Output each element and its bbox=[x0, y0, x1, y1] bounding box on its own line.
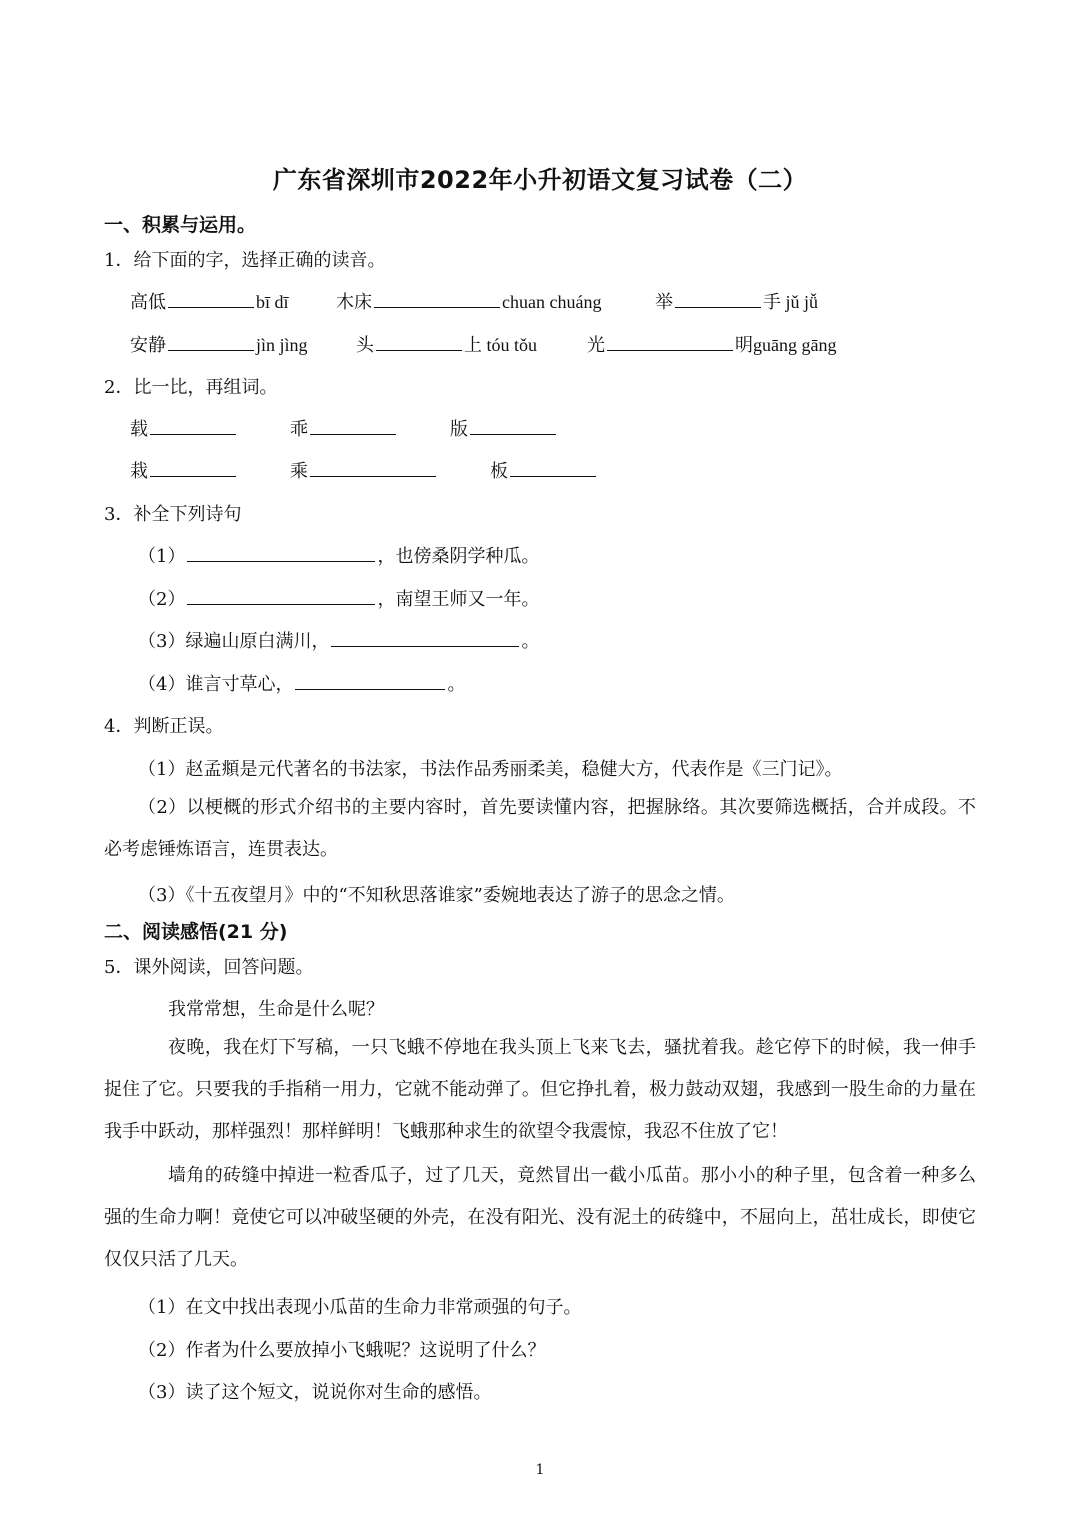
q3-item-1-num: （1） bbox=[138, 546, 186, 567]
passage-paragraph-2: 夜晚，我在灯下写稿，一只飞蛾不停地在我头顶上飞来飞去，骚扰着我。趁它停下的时候，我一伸手捉住了它。只要我的手指稍一用力，它就不能动弹了。但它挣扎着，极力鼓动双翅，我感到一股生命的力量在我手中跃动，那样强烈！那样鲜明！飞蛾那种求生的欲望令我震惊，我忍不住放了它！ bbox=[104, 1037, 976, 1142]
answer-blank[interactable] bbox=[331, 628, 519, 647]
q2-char-3: 版 bbox=[450, 419, 468, 440]
q1-item-1-pre: 高低 bbox=[130, 292, 166, 313]
q3-item-3 bbox=[138, 627, 539, 653]
q3-item-4-end: 。 bbox=[447, 674, 466, 695]
q1-item-5-post: 上 tóu tǒu bbox=[464, 335, 538, 355]
q3-item-3-num: （3） bbox=[138, 631, 186, 652]
q5-sub-1: （1）在文中找出表现小瓜苗的生命力非常顽强的句子。 bbox=[138, 1297, 582, 1318]
answer-blank[interactable] bbox=[187, 586, 375, 605]
answer-blank[interactable] bbox=[675, 289, 761, 308]
page-title: 广东省深圳市2022年小升初语文复习试卷（二） bbox=[272, 166, 808, 194]
q1-item-5 bbox=[356, 331, 537, 357]
q1-item-4 bbox=[130, 331, 308, 357]
q3-item-2 bbox=[138, 585, 539, 611]
q3-item-2-num: （2） bbox=[138, 589, 186, 610]
section-heading-1: 一、积累与运用。 bbox=[104, 214, 257, 236]
passage-paragraph-3: 墙角的砖缝中掉进一粒香瓜子，过了几天，竟然冒出一截小瓜苗。那小小的种子里，包含着一种多么强的生命力啊！竟使它可以冲破坚硬的外壳，在没有阳光、没有泥土的砖缝中，不屈向上，茁壮成长，即使它仅仅只活了几天。 bbox=[104, 1165, 976, 1270]
answer-blank[interactable] bbox=[470, 416, 556, 435]
answer-blank[interactable] bbox=[310, 416, 396, 435]
q3-item-4-num: （4） bbox=[138, 674, 186, 695]
q2-item-5 bbox=[290, 457, 438, 483]
q1-item-3 bbox=[655, 288, 818, 314]
q2-item-2 bbox=[290, 415, 398, 441]
section-heading-2: 二、阅读感悟(21 分) bbox=[104, 921, 288, 943]
q4-item-2: （2）以梗概的形式介绍书的主要内容时，首先要读懂内容，把握脉络。其次要筛选概括，合并成段。不必考虑锤炼语言，连贯表达。 bbox=[104, 797, 976, 860]
q5-sub-3: （3）读了这个短文，说说你对生命的感悟。 bbox=[138, 1382, 492, 1403]
q3-item-4 bbox=[138, 670, 465, 696]
q2-item-6 bbox=[490, 457, 598, 483]
q1-item-1 bbox=[130, 288, 289, 314]
q2-char-4: 栽 bbox=[130, 461, 148, 482]
question-5-stem: 5．课外阅读，回答问题。 bbox=[104, 957, 314, 978]
q4-item-3: （3）《十五夜望月》中的“不知秋思落谁家”委婉地表达了游子的思念之情。 bbox=[138, 885, 735, 906]
q3-item-1 bbox=[138, 542, 539, 568]
q1-item-1-post: bī dī bbox=[256, 292, 289, 312]
passage-paragraph-1: 我常常想，生命是什么呢？ bbox=[168, 999, 384, 1020]
question-3-stem: 3．补全下列诗句 bbox=[104, 504, 242, 525]
q1-item-2-pre: 木床 bbox=[336, 292, 372, 313]
answer-blank[interactable] bbox=[168, 332, 254, 351]
q1-item-4-post: jìn jìng bbox=[256, 335, 308, 355]
q1-item-6 bbox=[587, 331, 836, 357]
q1-item-2-post: chuan chuáng bbox=[502, 292, 602, 312]
q2-char-5: 乘 bbox=[290, 461, 308, 482]
q2-item-3 bbox=[450, 415, 558, 441]
q2-char-1: 载 bbox=[130, 419, 148, 440]
q1-item-3-pre: 举 bbox=[655, 292, 673, 313]
answer-blank[interactable] bbox=[295, 671, 445, 690]
answer-blank[interactable] bbox=[310, 458, 436, 477]
q3-item-1-text: ，也傍桑阴学种瓜。 bbox=[377, 546, 540, 567]
answer-blank[interactable] bbox=[168, 289, 254, 308]
answer-blank[interactable] bbox=[187, 543, 375, 562]
answer-blank[interactable] bbox=[510, 458, 596, 477]
answer-blank[interactable] bbox=[607, 332, 733, 351]
q1-item-6-post: 明guāng gāng bbox=[735, 335, 837, 355]
q1-item-6-pre: 光 bbox=[587, 335, 605, 356]
question-1-stem: 1．给下面的字，选择正确的读音。 bbox=[104, 250, 386, 271]
q3-item-3-end: 。 bbox=[521, 631, 540, 652]
answer-blank[interactable] bbox=[376, 332, 462, 351]
q2-char-2: 乖 bbox=[290, 419, 308, 440]
q2-item-4 bbox=[130, 457, 238, 483]
q4-item-1: （1）赵孟頫是元代著名的书法家，书法作品秀丽柔美，稳健大方，代表作是《三门记》。 bbox=[138, 759, 843, 780]
q3-item-3-text: 绿遍山原白满川， bbox=[185, 631, 330, 652]
q1-item-3-post: 手 jǔ jǚ bbox=[763, 292, 819, 312]
answer-blank[interactable] bbox=[374, 289, 500, 308]
q1-item-5-pre: 头 bbox=[356, 335, 374, 356]
page-number: 1 bbox=[535, 1462, 545, 1478]
q3-item-2-text: ，南望王师又一年。 bbox=[377, 589, 540, 610]
q2-item-1 bbox=[130, 415, 238, 441]
q5-sub-2: （2）作者为什么要放掉小飞蛾呢？这说明了什么？ bbox=[138, 1340, 546, 1361]
answer-blank[interactable] bbox=[150, 458, 236, 477]
q2-char-6: 板 bbox=[490, 461, 508, 482]
answer-blank[interactable] bbox=[150, 416, 236, 435]
q1-item-4-pre: 安静 bbox=[130, 335, 166, 356]
q3-item-4-text: 谁言寸草心， bbox=[185, 674, 294, 695]
question-2-stem: 2．比一比，再组词。 bbox=[104, 377, 278, 398]
question-4-stem: 4．判断正误。 bbox=[104, 716, 224, 737]
q1-item-2 bbox=[336, 288, 601, 314]
